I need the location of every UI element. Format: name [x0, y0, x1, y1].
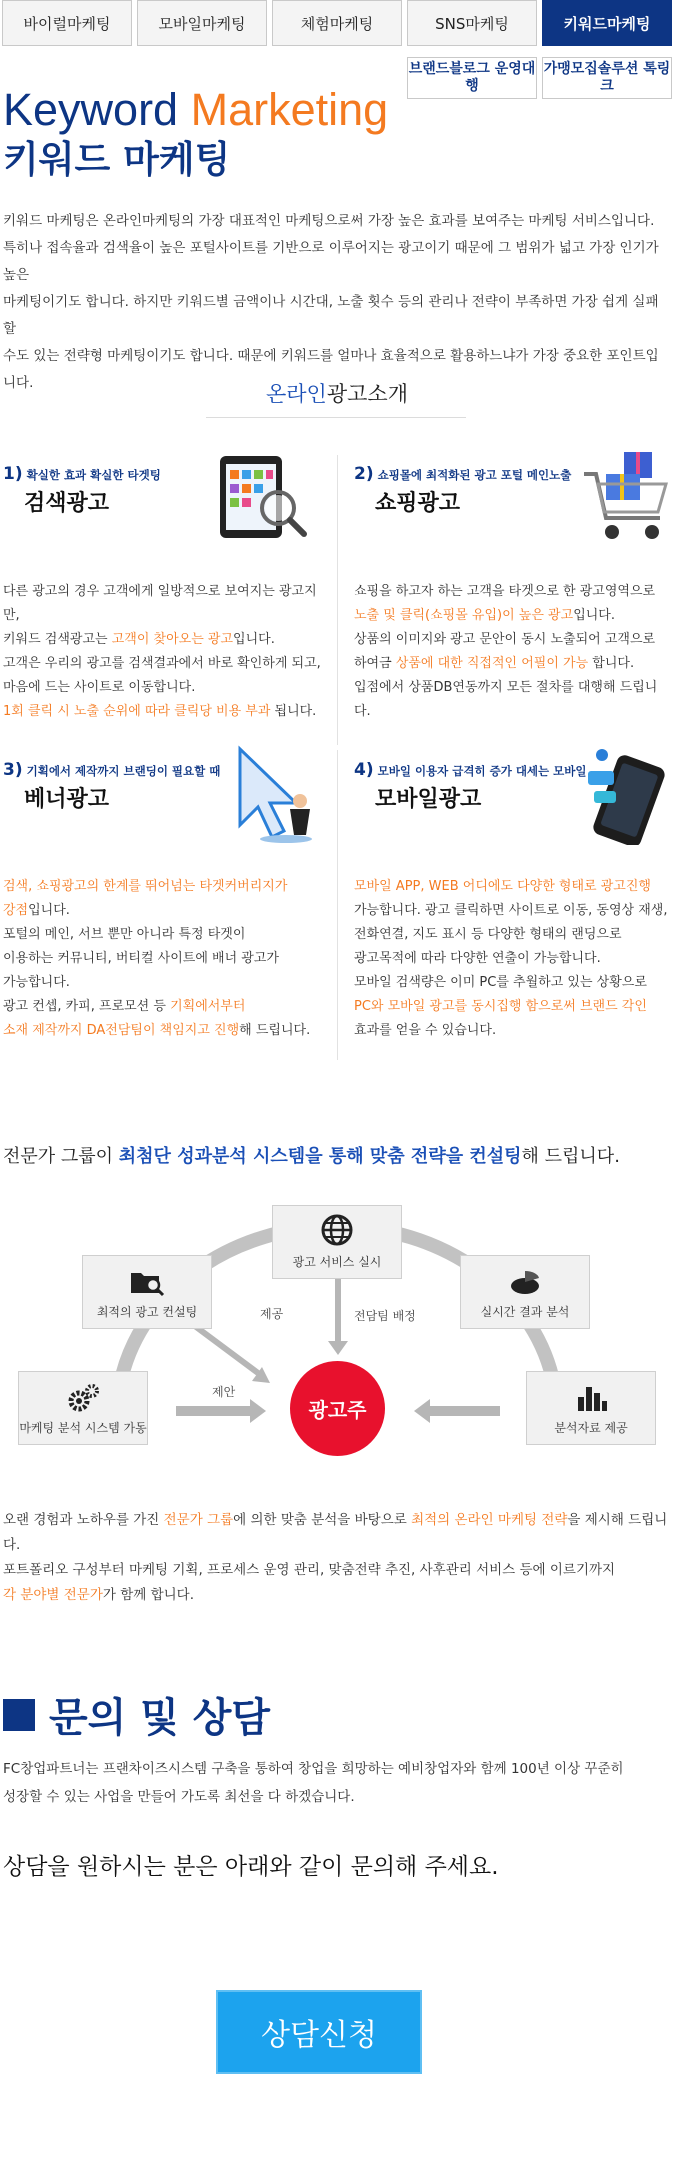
text-line	[354, 899, 672, 923]
label-team-assign: 전담팀 배정	[354, 1309, 416, 1323]
ad-description	[3, 580, 333, 724]
text-segment: 입니다.	[233, 632, 275, 647]
text-line	[3, 1558, 671, 1583]
ad-tagline: 기획에서 제작까지 브랜딩이 필요할 때	[26, 764, 221, 778]
shopping-cart-icon	[580, 448, 674, 548]
ad-tagline: 확실한 효과 확실한 타겟팅	[26, 468, 161, 482]
highlight-text: PC와 모바일 광고를 동시집행 함으로써 브랜드 각인	[354, 999, 647, 1014]
box-label: 마케팅 분석 시스템 가동	[19, 1421, 147, 1435]
box-realtime-analysis	[460, 1255, 590, 1329]
intro-line: 특히나 접속율과 검색율이 높은 포털사이트를 기반으로 이루어지는 광고이기 때문에 그 범위가 넓고 가장 인기가 높은	[3, 240, 659, 283]
text-segment: 이용하는 커뮤니티, 버티컬 사이트에 배너 광고가	[3, 951, 279, 966]
inquiry-title-text: 문의 및 상담	[49, 1695, 271, 1741]
text-segment: 효과를 얻을 수 있습니다.	[354, 1023, 497, 1038]
page-title-en	[3, 84, 388, 136]
text-segment: 합니다.	[588, 656, 635, 671]
text-line	[354, 652, 672, 676]
text-segment: 에 의한 맞춤 분석을 바탕으로	[233, 1512, 412, 1528]
ad-description	[354, 875, 672, 1043]
ad-header	[3, 760, 220, 780]
inquiry-text	[3, 1755, 671, 1811]
text-line	[3, 1019, 333, 1043]
pie-chart-icon	[508, 1267, 542, 1297]
tab-sns-marketing[interactable]: SNS마케팅	[407, 0, 537, 46]
text-line	[354, 628, 672, 652]
advertiser-circle: 광고주	[290, 1361, 385, 1456]
text-segment: 입니다.	[573, 608, 615, 623]
text-line	[354, 676, 672, 724]
label-offer: 제공	[260, 1307, 284, 1321]
text-line	[3, 1583, 671, 1608]
box-ad-service	[272, 1205, 402, 1279]
box-ad-consulting	[82, 1255, 212, 1329]
text-segment: 해 드립니다.	[239, 1023, 311, 1038]
text-segment: 됩니다.	[270, 704, 317, 719]
subtab-franchise-talklink[interactable]: 가맹모집솔루션 톡링크	[542, 57, 672, 99]
ad-description	[354, 580, 672, 724]
text-line	[3, 676, 333, 700]
highlight-text: 1회 클릭 시 노출 순위에 따라 클릭당 비용 부과	[3, 704, 271, 719]
text-segment: 입니다.	[28, 903, 70, 918]
ad-tagline: 모바일 이용자 급격히 증가 대세는 모바일	[377, 764, 587, 778]
text-segment: 고객은 우리의 광고를 검색결과에서 바로 확인하게 되고,	[3, 656, 321, 671]
square-bullet-icon	[3, 1699, 35, 1731]
text-line	[354, 947, 672, 971]
text-line	[3, 628, 333, 652]
intro-line: 마케팅이기도 합니다. 하지만 키워드별 금액이나 시간대, 노출 횟수 등의 관리나 전략이 부족하면 가장 쉽게 실패 할	[3, 294, 659, 337]
text-line	[3, 947, 333, 971]
box-analysis-system	[18, 1371, 148, 1445]
consulting-process-diagram	[0, 1195, 674, 1485]
text-segment: 가능합니다. 광고 클릭하면 사이트로 이동, 동영상 재생,	[354, 903, 668, 918]
section-title-highlight: 온라인	[265, 382, 327, 406]
text-line	[354, 995, 672, 1019]
ad-header	[354, 760, 586, 780]
section-title	[0, 378, 674, 408]
ad-number: 1)	[3, 464, 23, 484]
text-line	[354, 971, 672, 995]
highlight-text: 노출 및 클릭(쇼핑몰 유입)이 높은 광고	[354, 608, 574, 623]
inquiry-line: FC창업파트너는 프랜차이즈시스템 구축을 통하여 창업을 희망하는 예비창업자와 함께 100년 이상 꾸준히	[3, 1761, 624, 1777]
text-line	[354, 875, 672, 899]
intro-line: 키워드 마케팅은 온라인마케팅의 가장 대표적인 마케팅으로써 가장 높은 효과를 보여주는 마케팅 서비스입니다.	[3, 213, 655, 229]
ad-title: 베너광고	[24, 787, 110, 812]
highlight-text: 기획에서부터	[170, 999, 246, 1014]
consulting-headline-pre: 전문가 그룹이	[3, 1146, 119, 1167]
inquiry-line: 성장할 수 있는 사업을 만들어 가도록 최선을 다 하겠습니다.	[3, 1789, 355, 1805]
text-segment: 포털의 메인, 서브 뿐만 아니라 특정 타겟이	[3, 927, 246, 942]
subtab-brand-blog[interactable]: 브랜드블로그 운영대행	[407, 57, 537, 99]
text-segment: 입점에서 상품DB연동까지 모든 절차를 대행해 드립니다.	[354, 680, 658, 719]
banner-cursor-icon	[226, 745, 326, 845]
highlight-text: 고객이 찾아오는 광고	[111, 632, 234, 647]
text-line	[3, 875, 333, 899]
text-segment: 을 제시해 드립니다.	[3, 1512, 668, 1553]
tab-viral-marketing[interactable]: 바이럴마케팅	[2, 0, 132, 46]
highlight-text: 소재 제작까지 DA전담팀이 책임지고 진행	[3, 1023, 240, 1038]
text-segment: 광고 컨셉, 카피, 프로모션 등	[3, 999, 171, 1014]
tab-mobile-marketing[interactable]: 모바일마케팅	[137, 0, 267, 46]
text-line	[354, 923, 672, 947]
page-title-ko: 키워드 마케팅	[3, 138, 231, 181]
highlight-text: 강점	[3, 903, 29, 918]
smartphone-icon	[586, 745, 674, 845]
bar-chart-icon	[574, 1383, 608, 1413]
intro-text	[3, 208, 671, 397]
ad-header	[3, 464, 161, 484]
label-propose: 제안	[212, 1385, 236, 1399]
ad-header	[354, 464, 571, 484]
text-line	[3, 995, 333, 1019]
highlight-text: 상품에 대한 직접적인 어필이 가능	[395, 656, 589, 671]
text-line	[354, 580, 672, 604]
tab-keyword-marketing[interactable]: 키워드마케팅	[542, 0, 672, 46]
title-word-marketing: Marketing	[190, 84, 389, 135]
section-divider	[206, 417, 466, 418]
consulting-headline-highlight: 최첨단 성과분석 시스템을 통해 맞춤 전략을 컨설팅	[118, 1146, 522, 1167]
text-line	[3, 652, 333, 676]
box-label: 실시간 결과 분석	[480, 1305, 570, 1319]
text-segment: 광고목적에 따라 다양한 연출이 가능합니다.	[354, 951, 601, 966]
text-segment: 오랜 경험과 노하우를 가진	[3, 1512, 164, 1528]
text-segment: 가 함께 합니다.	[102, 1587, 194, 1603]
text-line	[3, 700, 333, 724]
inquiry-title	[3, 1686, 270, 1743]
consulting-description	[3, 1508, 671, 1608]
ad-description	[3, 875, 333, 1043]
section-title-rest: 광고소개	[326, 382, 408, 406]
highlight-text: 최적의 온라인 마케팅 전략	[411, 1512, 568, 1528]
text-segment: 상품의 이미지와 광고 문안이 동시 노출되어 고객으로	[354, 632, 656, 647]
box-label: 최적의 광고 컨설팅	[96, 1305, 198, 1319]
text-segment: 모바일 검색량은 이미 PC를 추월하고 있는 상황으로	[354, 975, 647, 990]
ad-number: 4)	[354, 760, 374, 780]
ad-title: 쇼핑광고	[375, 491, 461, 516]
globe-icon	[320, 1213, 354, 1247]
text-segment: 다른 광고의 경우 고객에게 일방적으로 보여지는 광고지만,	[3, 584, 317, 623]
ad-title: 모바일광고	[375, 787, 482, 812]
text-segment: 마음에 드는 사이트로 이동합니다.	[3, 680, 196, 695]
intro-line: 수도 있는 전략형 마케팅이기도 합니다. 때문에 키워드를 얼마나 효율적으로 활용하느냐가 가장 중요한 포인트입니다.	[3, 348, 659, 391]
text-line	[3, 923, 333, 947]
box-report-delivery	[526, 1371, 656, 1445]
text-segment: 가능합니다.	[3, 975, 70, 990]
ad-number: 3)	[3, 760, 23, 780]
text-line	[354, 1019, 672, 1043]
highlight-text: 전문가 그룹	[163, 1512, 234, 1528]
title-word-keyword: Keyword	[3, 84, 179, 135]
consulting-headline-post: 해 드립니다.	[521, 1146, 620, 1167]
text-line	[3, 580, 333, 628]
text-line	[3, 971, 333, 995]
highlight-text: 각 분야별 전문가	[3, 1587, 103, 1603]
column-divider	[337, 750, 338, 1060]
text-segment: 키워드 검색광고는	[3, 632, 112, 647]
highlight-text: 검색, 쇼핑광고의 한계를 뛰어넘는 타겟커버리지가	[3, 879, 288, 894]
highlight-text: 모바일 APP, WEB 어디에도 다양한 형태로 광고진행	[354, 879, 651, 894]
box-label: 광고 서비스 실시	[292, 1255, 382, 1269]
marketing-tabs	[0, 0, 674, 46]
consult-apply-button[interactable]: 상담신청	[216, 1990, 422, 2074]
tab-experience-marketing[interactable]: 체험마케팅	[272, 0, 402, 46]
ad-number: 2)	[354, 464, 374, 484]
column-divider	[337, 455, 338, 745]
tablet-search-icon	[200, 448, 310, 548]
folder-search-icon	[129, 1267, 165, 1297]
ad-title: 검색광고	[24, 491, 110, 516]
text-line	[354, 604, 672, 628]
consulting-headline	[3, 1142, 620, 1168]
ad-tagline: 쇼핑몰에 최적화된 광고 포털 메인노출	[377, 468, 572, 482]
text-segment: 전화연결, 지도 표시 등 다양한 형태의 랜딩으로	[354, 927, 622, 942]
gears-icon	[66, 1383, 100, 1413]
text-line	[3, 1508, 671, 1558]
text-segment: 포트폴리오 구성부터 마케팅 기획, 프로세스 운영 관리, 맞춤전략 추진, 사후관리 서비스 등에 이르기까지	[3, 1562, 616, 1578]
text-segment: 하여금	[354, 656, 396, 671]
inquiry-prompt: 상담을 원하시는 분은 아래와 같이 문의해 주세요.	[3, 1854, 499, 1880]
box-label: 분석자료 제공	[554, 1421, 628, 1435]
text-line	[3, 899, 333, 923]
text-segment: 쇼핑을 하고자 하는 고객을 타겟으로 한 광고영역으로	[354, 584, 656, 599]
